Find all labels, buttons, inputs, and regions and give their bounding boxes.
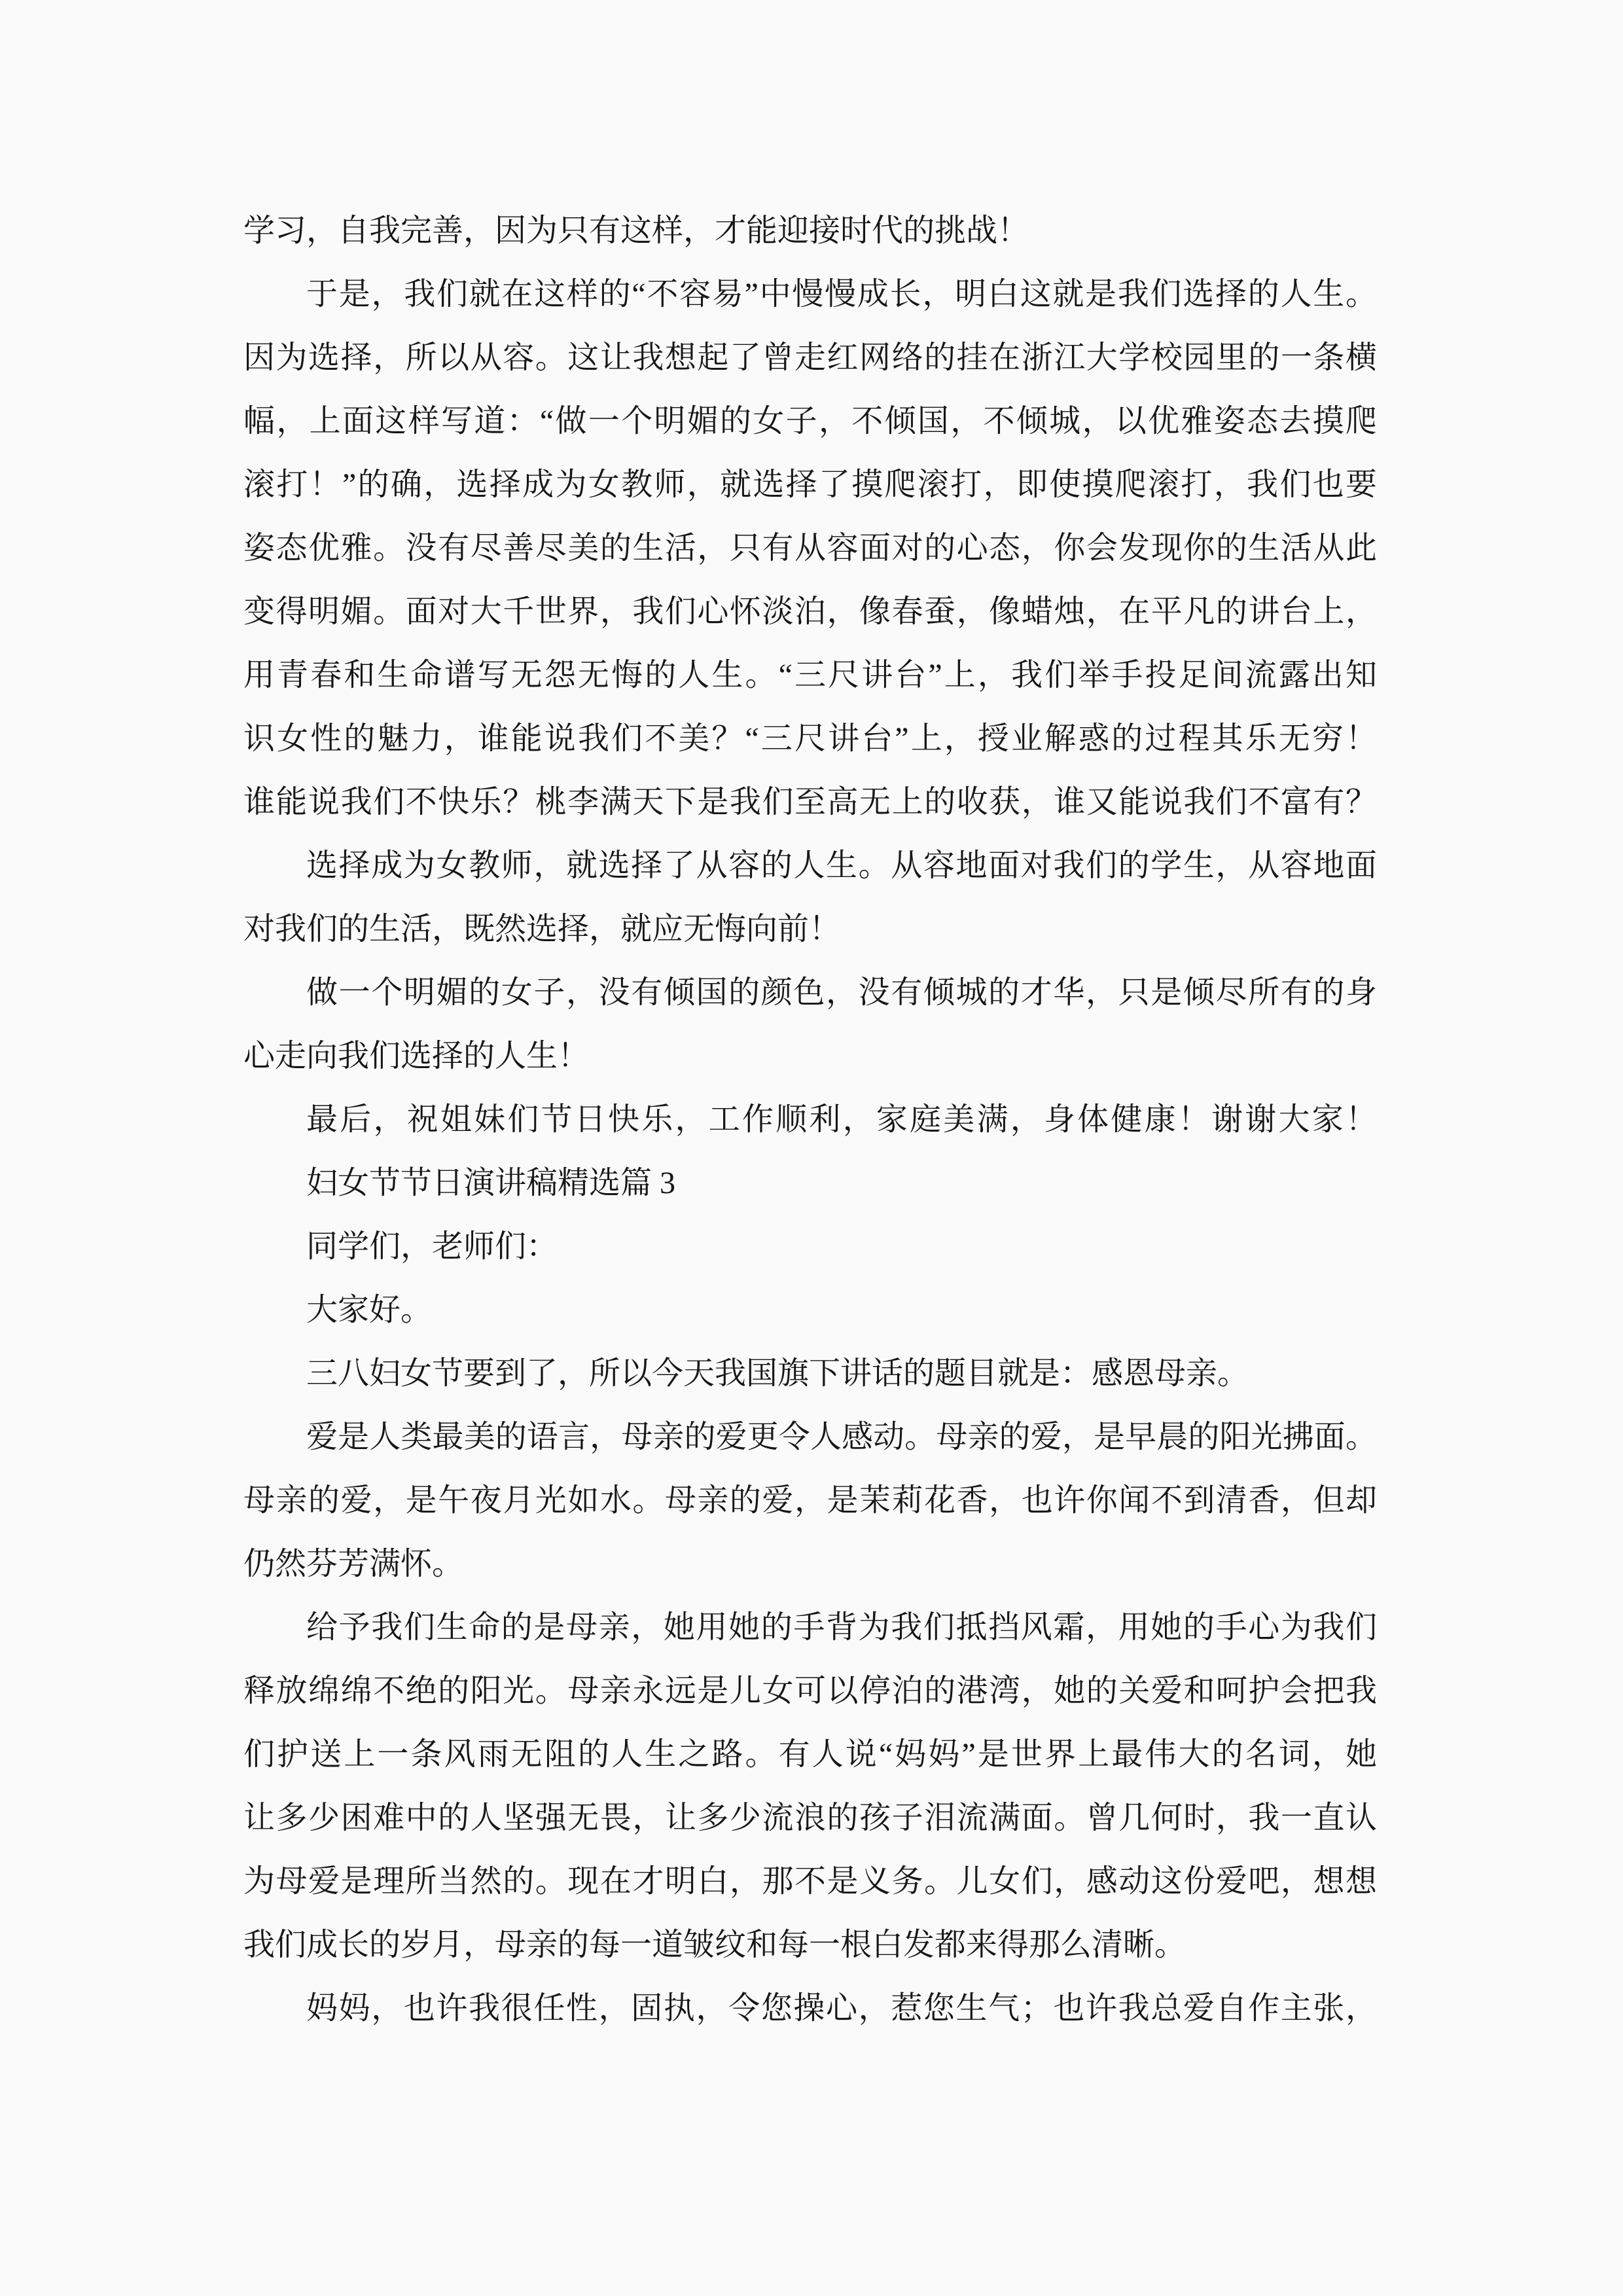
text-line: 谁能说我们不快乐？桃李满天下是我们至高无上的收获，谁又能说我们不富有？ <box>243 785 1377 819</box>
text-line: 们护送上一条风雨无阻的人生之路。有人说“妈妈”是世界上最伟大的名词，她 <box>243 1737 1377 1772</box>
salutation: 同学们，老师们： <box>306 1229 558 1264</box>
text-line: 妈妈，也许我很任性，固执，令您操心，惹您生气；也许我总爱自作主张， <box>306 1991 1377 2026</box>
text-line: 做一个明媚的女子，没有倾国的颜色，没有倾城的才华，只是倾尽所有的身 <box>306 975 1377 1010</box>
text-line: 让多少困难中的人坚强无畏，让多少流浪的孩子泪流满面。曾几何时，我一直认 <box>243 1801 1377 1835</box>
text-line: 大家好。 <box>306 1293 433 1327</box>
text-line: 滚打！”的确，选择成为女教师，就选择了摸爬滚打，即使摸爬滚打，我们也要 <box>243 467 1377 502</box>
text-line: 最后，祝姐妹们节日快乐，工作顺利，家庭美满，身体健康！谢谢大家！ <box>306 1102 1377 1137</box>
text-line: 给予我们生命的是母亲，她用她的手背为我们抵挡风霜，用她的手心为我们 <box>306 1610 1377 1645</box>
section-heading: 妇女节节日演讲稿精选篇 3 <box>306 1166 676 1200</box>
text-line: 学习，自我完善，因为只有这样，才能迎接时代的挑战！ <box>243 213 1029 248</box>
text-line: 用青春和生命谱写无怨无悔的人生。“三尺讲台”上，我们举手投足间流露出知 <box>243 658 1377 692</box>
text-line: 仍然芬芳满怀。 <box>243 1547 464 1581</box>
text-line: 我们成长的岁月，母亲的每一道皱纹和每一根白发都来得那么清晰。 <box>243 1928 1186 1962</box>
text-line: 爱是人类最美的语言，母亲的爱更令人感动。母亲的爱，是早晨的阳光拂面。 <box>306 1420 1377 1454</box>
text-line: 选择成为女教师，就选择了从容的人生。从容地面对我们的学生，从容地面 <box>306 848 1377 883</box>
text-line: 姿态优雅。没有尽善尽美的生活，只有从容面对的心态，你会发现你的生活从此 <box>243 531 1377 565</box>
text-line: 为母爱是理所当然的。现在才明白，那不是义务。儿女们，感动这份爱吧，想想 <box>243 1864 1377 1899</box>
text-line: 变得明媚。面对大千世界，我们心怀淡泊，像春蚕，像蜡烛，在平凡的讲台上， <box>243 594 1377 629</box>
text-line: 因为选择，所以从容。这让我想起了曾走红网络的挂在浙江大学校园里的一条横 <box>243 340 1377 375</box>
text-line: 幅，上面这样写道：“做一个明媚的女子，不倾国，不倾城，以优雅姿态去摸爬 <box>243 404 1377 439</box>
text-line: 对我们的生活，既然选择，就应无悔向前！ <box>243 912 841 946</box>
speech-text-block <box>243 199 1377 2040</box>
text-line: 于是，我们就在这样的“不容易”中慢慢成长，明白这就是我们选择的人生。 <box>306 277 1377 312</box>
text-line: 母亲的爱，是午夜月光如水。母亲的爱，是茉莉花香，也许你闻不到清香，但却 <box>243 1483 1377 1518</box>
text-line: 心走向我们选择的人生！ <box>243 1039 590 1073</box>
text-line: 识女性的魅力，谁能说我们不美？“三尺讲台”上，授业解惑的过程其乐无穷！ <box>243 721 1377 756</box>
text-line: 三八妇女节要到了，所以今天我国旗下讲话的题目就是：感恩母亲。 <box>306 1356 1249 1391</box>
text-line: 释放绵绵不绝的阳光。母亲永远是儿女可以停泊的港湾，她的关爱和呵护会把我 <box>243 1674 1377 1708</box>
